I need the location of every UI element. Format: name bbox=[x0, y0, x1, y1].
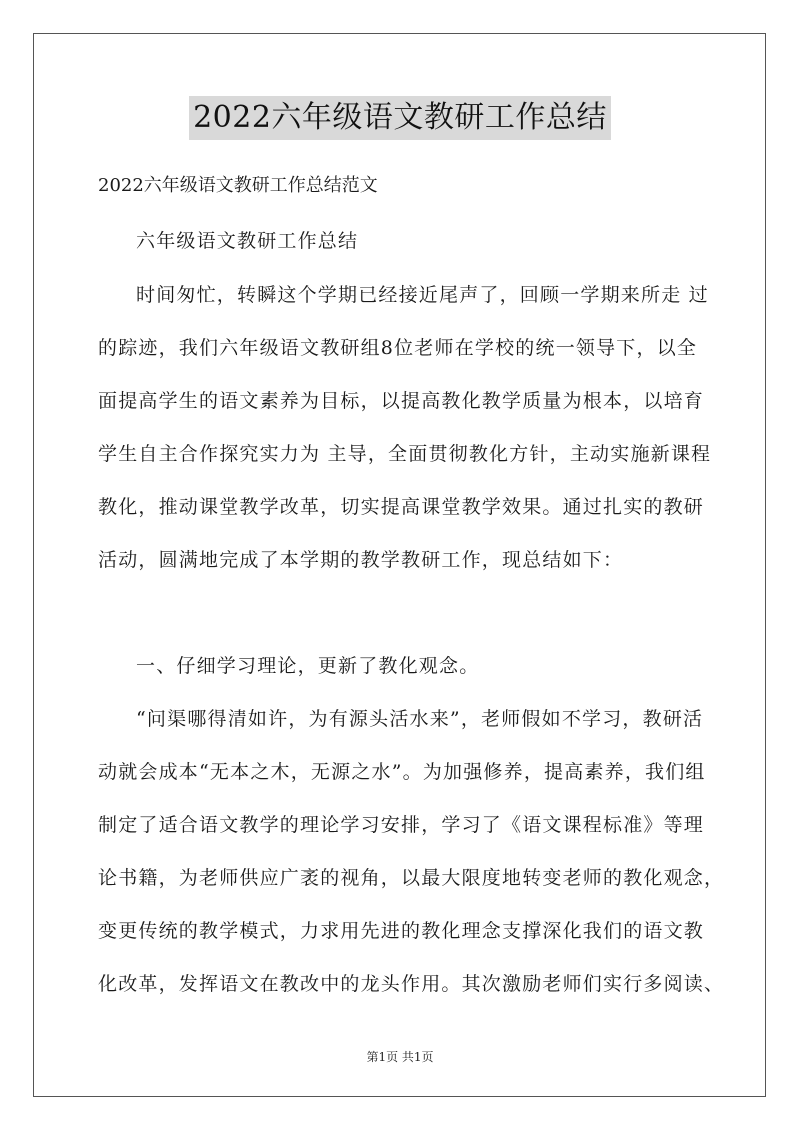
paragraph-line: 的踪迹，我们六年级语文教研组8位老师在学校的统一领导下，以全 bbox=[98, 337, 698, 359]
section-heading: 六年级语文教研工作总结 bbox=[136, 230, 359, 252]
document-subtitle: 2022六年级语文教研工作总结范文 bbox=[98, 175, 378, 196]
section-heading: 一、仔细学习理论，更新了教化观念。 bbox=[136, 655, 480, 677]
paragraph-line: 面提高学生的语文素养为目标，以提高教化教学质量为根本，以培育 bbox=[98, 390, 705, 412]
paragraph-line: 论书籍，为老师供应广袤的视角，以最大限度地转变老师的教化观念， bbox=[98, 867, 725, 889]
page-number-footer: 第1页 共1页 bbox=[366, 1050, 434, 1064]
paragraph-line: 时间匆忙，转瞬这个学期已经接近尾声了，回顾一学期来所走 过 bbox=[136, 284, 709, 306]
paragraph-line: 变更传统的教学模式，力求用先进的教化理念支撑深化我们的语文教 bbox=[98, 920, 705, 942]
document-title: 2022六年级语文教研工作总结 bbox=[189, 96, 611, 140]
paragraph-line: 教化，推动课堂教学改革，切实提高课堂教学效果。通过扎实的教研 bbox=[98, 496, 705, 518]
paragraph-line: 制定了适合语文教学的理论学习安排，学习了《语文课程标准》等理 bbox=[98, 814, 705, 836]
paragraph-line: 学生自主合作探究实力为 主导，全面贯彻教化方针，主动实施新课程 bbox=[98, 443, 712, 465]
paragraph-line: “问渠哪得清如许，为有源头活水来”，老师假如不学习，教研活 bbox=[136, 708, 704, 730]
title-container bbox=[0, 96, 800, 140]
paragraph-line: 活动，圆满地完成了本学期的教学教研工作，现总结如下： bbox=[98, 549, 624, 571]
paragraph-line: 化改革，发挥语文在教改中的龙头作用。其次激励老师们实行多阅读、 bbox=[98, 973, 725, 995]
paragraph-line: 动就会成本“无本之木，无源之水”。为加强修养，提高素养，我们组 bbox=[98, 761, 706, 783]
